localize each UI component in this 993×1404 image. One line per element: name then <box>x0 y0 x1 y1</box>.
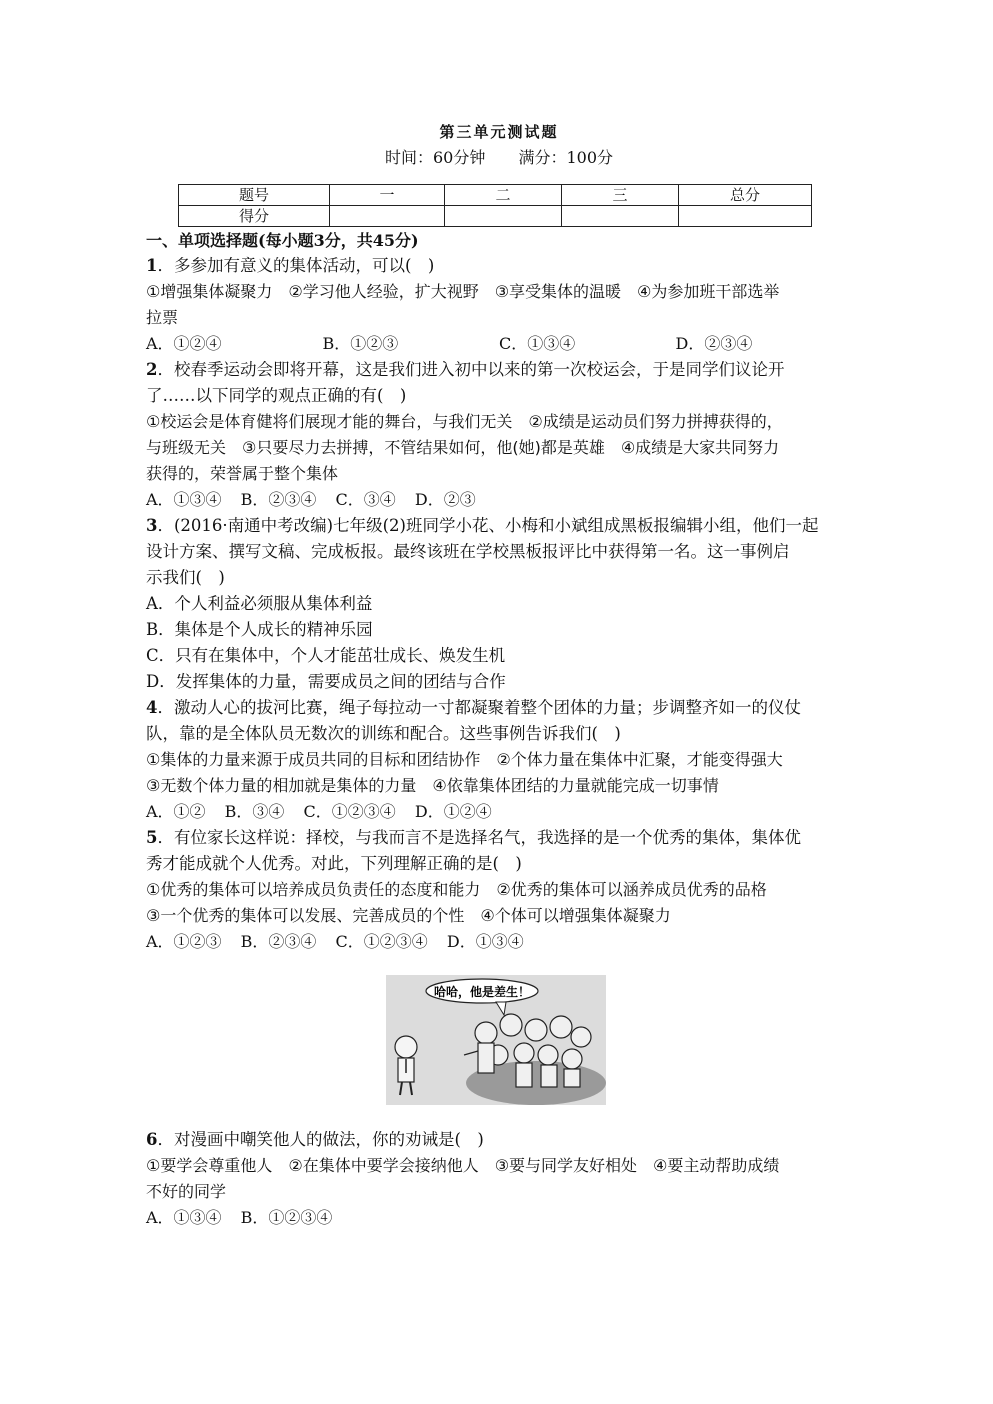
option-a[interactable]: A．①②③ <box>146 932 222 951</box>
question-1 <box>146 253 852 357</box>
question-statement: ①增强集体凝聚力 ②学习他人经验，扩大视野 ③享受集体的温暖 ④为参加班干部选举 <box>146 282 780 301</box>
option-d[interactable]: D．发挥集体的力量，需要成员之间的团结与合作 <box>146 672 506 691</box>
question-number: 3 <box>146 516 158 535</box>
question-statement: ③无数个体力量的相加就是集体的力量 ④依靠集体团结的力量就能完成一切事情 <box>146 776 719 795</box>
score-header-cell: 题号 <box>179 185 330 206</box>
question-statement: ①优秀的集体可以培养成员负责任的态度和能力 ②优秀的集体可以涵养成员优秀的品格 <box>146 880 767 899</box>
question-stem: ．校春季运动会即将开幕，这是我们进入初中以来的第一次校运会，于是同学们议论开 <box>157 360 785 379</box>
question-stem: ．(2016·南通中考改编)七年级(2)班同学小花、小梅和小斌组成黑板报编辑小组，他们一起 <box>157 516 819 535</box>
score-table <box>178 184 812 227</box>
question-4 <box>146 695 852 825</box>
option-d[interactable]: D．②③④ <box>675 334 753 353</box>
question-stem: ．多参加有意义的集体活动，可以( ) <box>157 256 435 275</box>
question-2 <box>146 357 852 513</box>
option-b[interactable]: B．②③④ <box>240 490 317 509</box>
question-stem: ．对漫画中嘲笑他人的做法，你的劝诫是( ) <box>157 1130 484 1149</box>
option-a[interactable]: A．个人利益必须服从集体利益 <box>146 594 373 613</box>
option-b[interactable]: B．集体是个人成长的精神乐园 <box>146 620 373 639</box>
answer-options <box>146 331 852 357</box>
option-d[interactable]: D．②③ <box>414 490 476 509</box>
question-number: 2 <box>146 360 158 379</box>
question-statement: 获得的，荣誉属于整个集体 <box>146 464 339 483</box>
question-statement: 不好的同学 <box>146 1182 227 1201</box>
option-d[interactable]: D．①②④ <box>414 802 492 821</box>
question-stem: 设计方案、撰写文稿、完成板报。最终该班在学校黑板报评比中获得第一名。这一事例启 <box>146 542 790 561</box>
option-c[interactable]: C．只有在集体中，个人才能茁壮成长、焕发生机 <box>146 646 506 665</box>
score-table-header-row <box>179 185 812 206</box>
question-stem: ．激动人心的拔河比赛，绳子每拉动一寸都凝聚着整个团体的力量；步调整齐如一的仪仗 <box>157 698 801 717</box>
question-number: 1 <box>146 256 158 275</box>
exam-meta <box>146 144 852 172</box>
cartoon-svg <box>386 975 606 1105</box>
question-statement: ①集体的力量来源于成员共同的目标和团结协作 ②个体力量在集体中汇聚，才能变得强大 <box>146 750 783 769</box>
question-5 <box>146 825 852 955</box>
question-stem: 秀才能成就个人优秀。对此，下列理解正确的是( ) <box>146 854 522 873</box>
question-statement: 拉票 <box>146 308 179 327</box>
option-b[interactable]: B．①②③ <box>322 334 399 353</box>
option-c[interactable]: C．①②③④ <box>303 802 396 821</box>
full-score: 满分：100分 <box>518 148 613 167</box>
score-header-cell: 一 <box>330 185 445 206</box>
exam-page <box>146 120 852 1231</box>
question-stem: 队，靠的是全体队员无数次的训练和配合。这些事例告诉我们( ) <box>146 724 621 743</box>
question-number: 4 <box>146 698 158 717</box>
score-row-label: 得分 <box>179 206 330 227</box>
score-header-cell: 总分 <box>679 185 812 206</box>
page-title: 第三单元测试题 <box>439 123 559 141</box>
speech-text: 哈哈，他是差生！ <box>433 985 531 999</box>
question-statement: ①要学会尊重他人 ②在集体中要学会接纳他人 ③要与同学友好相处 ④要主动帮助成绩 <box>146 1156 780 1175</box>
score-cell[interactable] <box>562 206 679 227</box>
score-table-score-row <box>179 206 812 227</box>
score-cell[interactable] <box>330 206 445 227</box>
answer-options <box>146 799 852 825</box>
answer-options <box>146 1205 852 1231</box>
question-statement: 与班级无关 ③只要尽力去拼搏，不管结果如何，他(她)都是英雄 ④成绩是大家共同努力 <box>146 438 780 457</box>
question-6 <box>146 1127 852 1231</box>
option-b[interactable]: B．①②③④ <box>240 1208 333 1227</box>
question-stem: 了……以下同学的观点正确的有( ) <box>146 386 407 405</box>
score-cell[interactable] <box>679 206 812 227</box>
option-a[interactable]: A．①② <box>146 802 206 821</box>
answer-options <box>146 929 852 955</box>
question-statement: ③一个优秀的集体可以发展、完善成员的个性 ④个体可以增强集体凝聚力 <box>146 906 671 925</box>
option-b[interactable]: B．②③④ <box>240 932 317 951</box>
option-c[interactable]: C．①③④ <box>499 334 576 353</box>
option-a[interactable]: A．①②④ <box>146 334 222 353</box>
option-c[interactable]: C．③④ <box>335 490 396 509</box>
score-header-cell: 三 <box>562 185 679 206</box>
option-b[interactable]: B．③④ <box>224 802 285 821</box>
question-statement: ①校运会是体育健将们展现才能的舞台，与我们无关 ②成绩是运动员们努力拼搏获得的， <box>146 412 783 431</box>
option-c[interactable]: C．①②③④ <box>335 932 428 951</box>
answer-options <box>146 487 852 513</box>
score-cell[interactable] <box>445 206 562 227</box>
question-stem: 示我们( ) <box>146 568 225 587</box>
question-3 <box>146 513 852 695</box>
option-a[interactable]: A．①③④ <box>146 490 222 509</box>
question-number: 6 <box>146 1130 158 1149</box>
section-heading: 一、单项选择题(每小题3分，共45分) <box>146 231 419 250</box>
score-header-cell: 二 <box>445 185 562 206</box>
cartoon-illustration <box>386 975 606 1105</box>
question-number: 5 <box>146 828 158 847</box>
option-d[interactable]: D．①③④ <box>446 932 524 951</box>
time-limit: 时间：60分钟 <box>384 148 486 167</box>
question-stem: ．有位家长这样说：择校，与我而言不是选择名气，我选择的是一个优秀的集体，集体优 <box>157 828 801 847</box>
option-a[interactable]: A．①③④ <box>146 1208 222 1227</box>
